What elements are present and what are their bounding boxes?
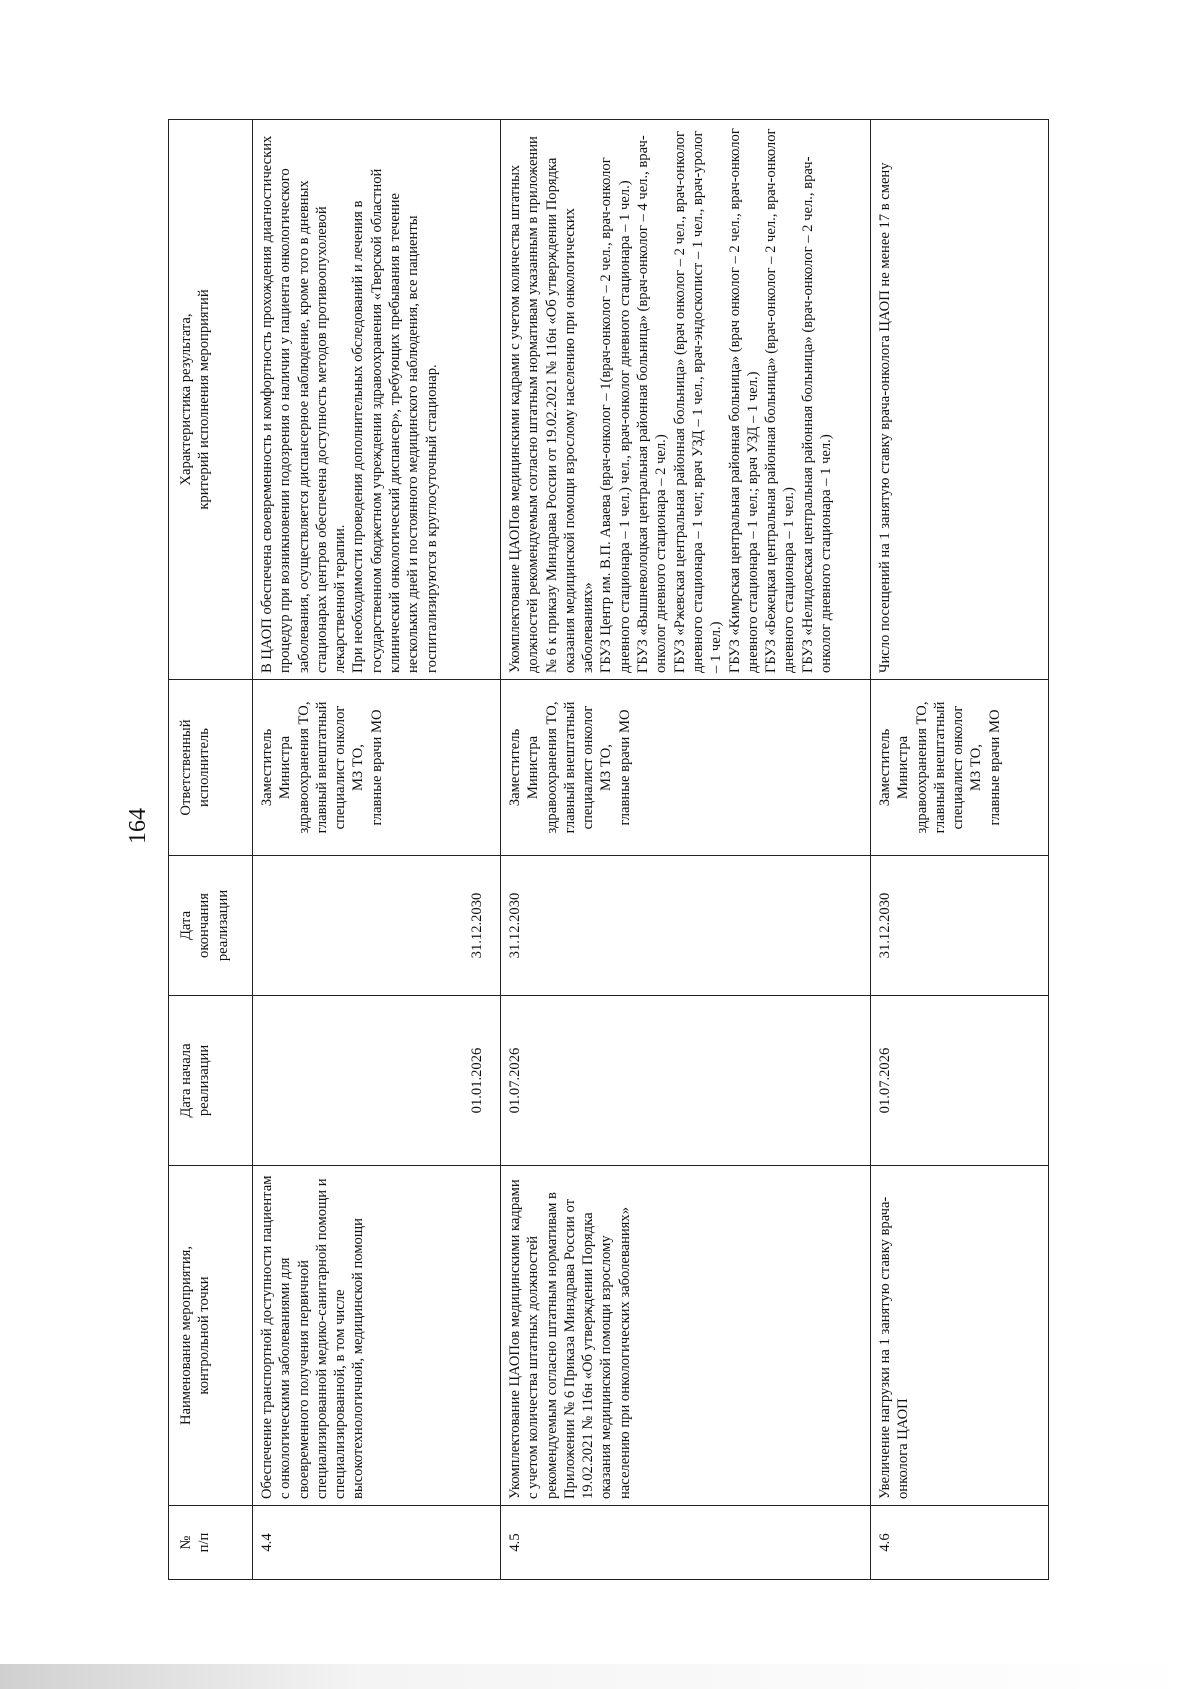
rotated-table-sheet [168,120,1048,1580]
row-responsible: Заместитель Министра здравоохранения ТО, главный внештатный специалист онколог МЗ ТО, главные врачи МО [871,680,1049,856]
row-number: 4.4 [253,1506,501,1580]
row-start-date: 01.07.2026 [501,996,871,1166]
row-number: 4.6 [871,1506,1049,1580]
header-start-date: Дата начала реализации [169,996,253,1166]
row-number: 4.5 [501,1506,871,1580]
row-result: Укомплектование ЦАОПов медицинскими кадрами с учетом количества штатных должностей рекомендуемым согласно штатным нормативам указанным в приложении № 6 к приказу Минздрава России от 19.02.2021 № 116н «Об утверждении Порядка оказания медицинской помощи взрослому населению при онкологических заболеваниях» ГБУЗ Центр им. В.П. Аваева (врач-онколог – 1(врач-онколог – 2 чел., врач-онколог дневного стационара – 1 чел.) чел., врач-онколог дневного стационара – 1 чел.) ГБУЗ «Вышневолоцкая центральная районная больница» (врач-онколог – 4 чел., врач-онколог дневного стационара – 2 чел.) ГБУЗ «Ржевская центральная районная больница» (врач онколог – 2 чел., врач-онколог дневного стационара – 1 чел; врач УЗД – 1 чел., врач-эндоскопист – 1 чел., врач-уролог – 1 чел.) ГБУЗ «Кимрская центральная районная больница» (врач онколог – 2 чел., врач-онколог дневного стационара – 1 чел.; врач УЗД – 1 чел.) ГБУЗ «Бежецкая центральная районная больница» (врач-онколог – 2 чел., врач-онколог дневного стационара – 1 чел.) ГБУЗ «Нелидовская центральная районная больница» (врач-онколог – 2 чел., врач-онколог дневного стационара – 1 чел.) [501,120,871,680]
page-number: 164 [125,808,151,844]
row-start-date: 01.01.2026 [253,996,501,1166]
row-end-date: 31.12.2030 [501,856,871,996]
header-end-date: Дата окончания реализации [169,856,253,996]
table-row [501,120,871,1580]
header-responsible: Ответственный исполнитель [169,680,253,856]
table-row [871,120,1049,1580]
row-end-date: 31.12.2030 [253,856,501,996]
row-responsible: Заместитель Министра здравоохранения ТО, главный внештатный специалист онколог МЗ ТО, главные врачи МО [501,680,871,856]
row-result: Число посещений на 1 занятую ставку врача-онколога ЦАОП не менее 17 в смену [871,120,1049,680]
row-name: Увеличение нагрузки на 1 занятую ставку врача-онколога ЦАОП [871,1166,1049,1506]
measures-table [168,119,1049,1580]
table-header-row [169,120,253,1580]
header-result: Характеристика результата, критерий исполнения мероприятий [169,120,253,680]
scan-edge-shadow [0,1664,1200,1689]
row-end-date: 31.12.2030 [871,856,1049,996]
row-responsible: Заместитель Министра здравоохранения ТО, главный внештатный специалист онколог МЗ ТО, главные врачи МО [253,680,501,856]
row-name: Укомплектование ЦАОПов медицинскими кадрами с учетом количества штатных должностей рекомендуемым согласно штатным нормативам в Приложении № 6 Приказа Минздрава России от 19.02.2021 № 116н «Об утверждении Порядка оказания медицинской помощи взрослому населению при онкологических заболеваниях» [501,1166,871,1506]
header-name: Наименование мероприятия, контрольной точки [169,1166,253,1506]
row-start-date: 01.07.2026 [871,996,1049,1166]
table-row [253,120,501,1580]
row-result: В ЦАОП обеспечена своевременность и комфортность прохождения диагностических процедур при возникновении подозрения о наличии у пациента онкологического заболевания, осуществляется диспансерное наблюдение, кроме того в дневных стационарах центров обеспечена доступность методов противоопухолевой лекарственной терапии. При необходимости проведения дополнительных обследований и лечения в государственном бюджетном учреждении здравоохранения «Тверской областной клинический онкологический диспансер», требующих пребывания в течение нескольких дней и постоянного медицинского наблюдения, все пациенты госпитализируются в круглосуточный стационар. [253,120,501,680]
header-number: № п/п [169,1506,253,1580]
row-name: Обеспечение транспортной доступности пациентам с онкологическими заболеваниями для своевременного получения первичной специализированной медико-санитарной помощи и специализированной, в том числе высокотехнологичной, медицинской помощи [253,1166,501,1506]
